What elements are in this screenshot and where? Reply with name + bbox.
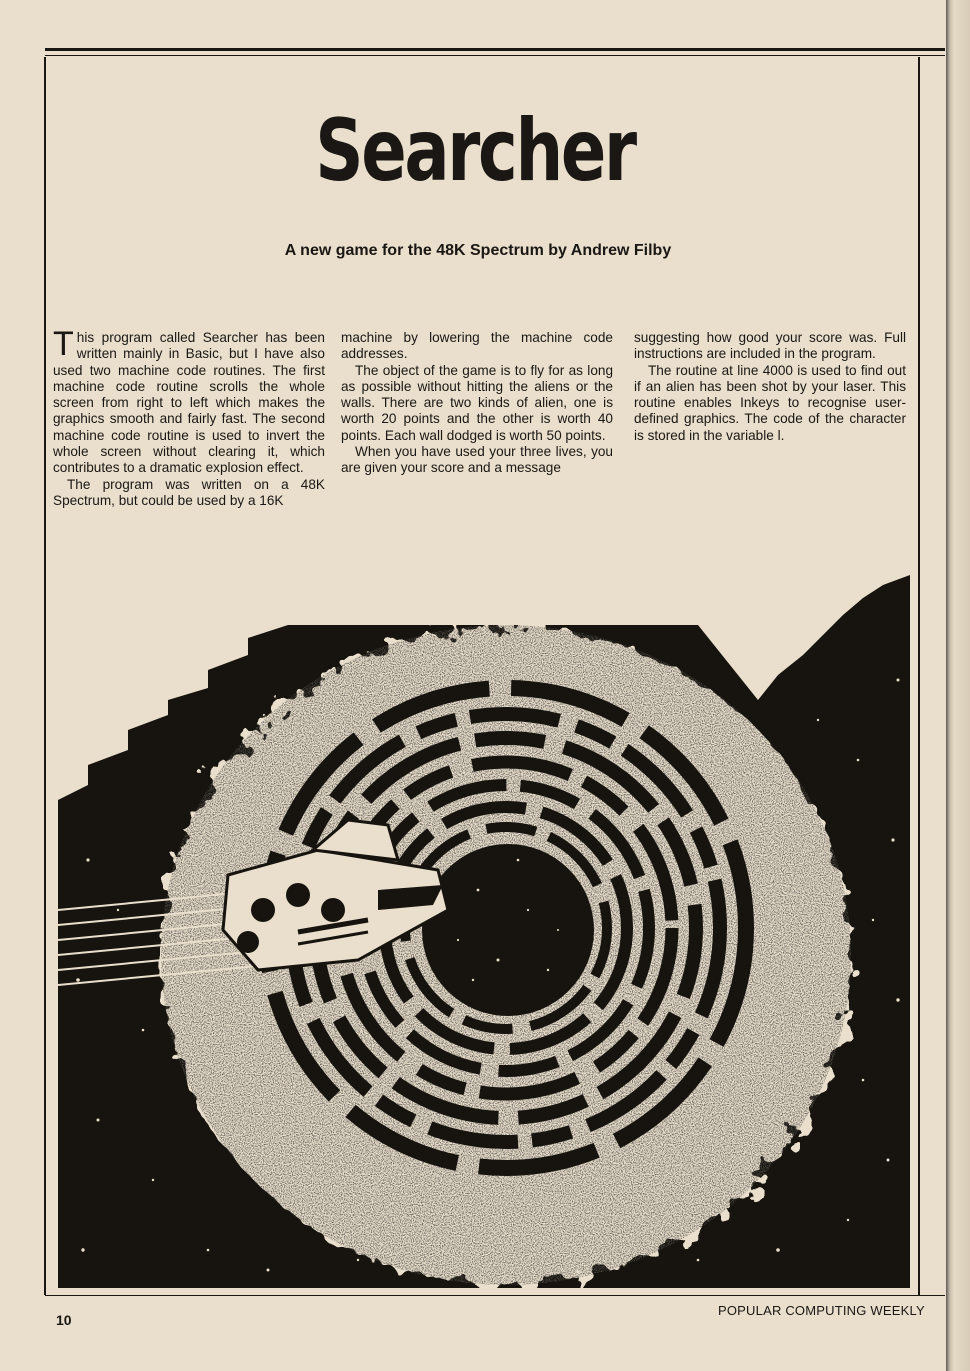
article-title: Searcher	[315, 101, 635, 201]
paragraph	[53, 325, 325, 477]
paragraph: When you have used your three lives, you are given your score and a message	[341, 444, 613, 476]
drop-cap: T	[53, 325, 74, 363]
paragraph-text: his program called Searcher has been written mainly in Basic, but I have also used two machine code routines. The first machine code routine scrolls the whole screen from right to left which makes the graphics smooth and fairly fast. The second machine code routine is used to invert the whole screen without clearing it, which contributes to a dramatic explosion effect.	[53, 330, 325, 476]
paragraph: suggesting how good your score was. Full instructions are included in the program.	[634, 330, 906, 362]
paragraph: The program was written on a 48K Spectrum, but could be used by a 16K	[53, 476, 325, 508]
text-column-1	[53, 325, 325, 509]
article-subtitle: A new game for the 48K Spectrum by Andrew Filby	[284, 242, 672, 259]
top-rule-thin	[45, 55, 945, 56]
paragraph: The object of the game is to fly for as long as possible without hitting the aliens or the walls. There are two kinds of alien, one is worth 20 points and the other is worth 40 points. Each wall dodged is worth 50 points.	[341, 362, 613, 443]
text-column-2	[341, 330, 613, 477]
space-maze-illustration	[58, 560, 918, 1288]
text-column-3	[634, 330, 906, 444]
paragraph: The routine at line 4000 is used to find out if an alien has been shot by your laser. This routine enables Inkeys to recognise user-defined graphics. The code of the character is stored in the variable l.	[634, 362, 906, 443]
paragraph: machine by lowering the machine code addresses.	[341, 330, 613, 362]
page-edge-shadow	[946, 0, 970, 1371]
top-rule	[45, 48, 945, 51]
magazine-name: POPULAR COMPUTING WEEKLY	[718, 1303, 925, 1318]
bottom-rule	[45, 1295, 945, 1296]
page-number: 10	[56, 1312, 72, 1328]
black-hole-core	[422, 844, 594, 1016]
